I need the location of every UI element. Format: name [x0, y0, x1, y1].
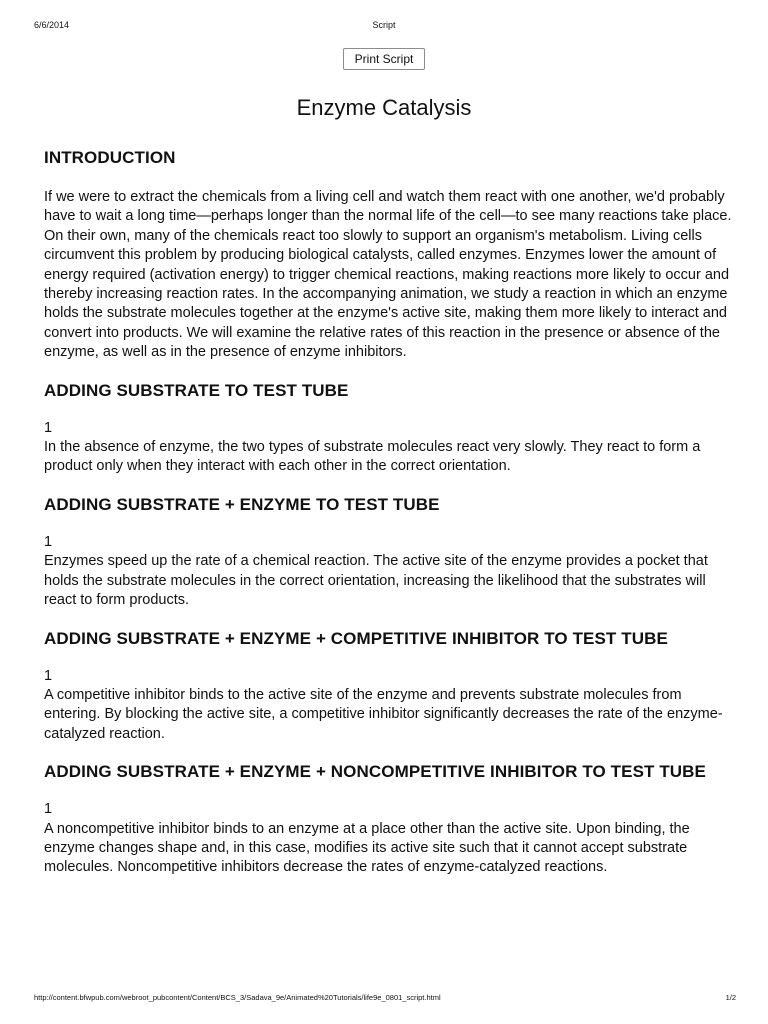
footer-url: http://content.bfwpub.com/webroot_pubcontent/Content/BCS_3/Sadava_9e/Animated%20Tutorials/life9e_0801_script.html [34, 993, 441, 1002]
section-paragraph: In the absence of enzyme, the two types of substrate molecules react very slowly. They react to form a product only when they interact with each other in the correct orientation. [44, 439, 701, 475]
section-substrate-enzyme [44, 493, 734, 611]
section-paragraph: A competitive inhibitor binds to the active site of the enzyme and prevents substrate molecules from entering. By blocking the active site, a competitive inhibitor significantly decreases the rate of the enzyme-catalyzed reaction. [44, 686, 723, 742]
header-date: 6/6/2014 [34, 20, 70, 30]
intro-paragraph: If we were to extract the chemicals from a living cell and watch them react with one another, we'd probably have to wait a long time—perhaps longer than the normal life of the cell—to see many reactions take place. On their own, many of the chemicals react too slowly to support an organism's metabolism. Living cells circumvent this problem by producing biological catalysts, called enzymes. Enzymes lower the amount of energy required (activation energy) to trigger chemical reactions, making reactions more likely to occur and thereby increasing reaction rates. In the accompanying animation, we study a reaction in which an enzyme holds the substrate molecules together at the enzyme's active site, making them more likely to interact and convert into products. We will examine the relative rates of this reaction in the presence or absence of the enzyme, as well as in the presence of enzyme inhibitors. [44, 189, 732, 361]
section-paragraph: Enzymes speed up the rate of a chemical reaction. The active site of the enzyme provides a pocket that holds the substrate molecules in the correct orientation, increasing the likelihood that the substrates will react to form products. [44, 553, 708, 609]
step-number: 1 [44, 667, 53, 684]
step-number: 1 [44, 801, 53, 818]
footer-page-number: 1/2 [725, 993, 736, 1002]
section-heading: ADDING SUBSTRATE TO TEST TUBE [44, 380, 349, 400]
section-heading: ADDING SUBSTRATE + ENZYME TO TEST TUBE [44, 494, 440, 514]
script-content [44, 146, 734, 878]
print-script-button[interactable]: Print Script [343, 48, 425, 70]
section-heading: ADDING SUBSTRATE + ENZYME + NONCOMPETITIVE INHIBITOR TO TEST TUBE [44, 762, 706, 782]
section-substrate [44, 379, 734, 477]
step-number: 1 [44, 419, 53, 436]
page-title: Enzyme Catalysis [296, 95, 472, 120]
section-heading-introduction: INTRODUCTION [44, 148, 176, 167]
section-noncompetitive-inhibitor [44, 760, 734, 878]
section-heading: ADDING SUBSTRATE + ENZYME + COMPETITIVE INHIBITOR TO TEST TUBE [44, 628, 668, 648]
header-title: Script [372, 20, 396, 30]
section-competitive-inhibitor [44, 627, 734, 745]
section-paragraph: A noncompetitive inhibitor binds to an enzyme at a place other than the active site. Upon binding, the enzyme changes shape and, in this case, modifies its active site such that it cannot accept substrate molecules. Noncompetitive inhibitors decrease the rates of enzyme-catalyzed reactions. [44, 820, 690, 876]
step-number: 1 [44, 533, 53, 550]
